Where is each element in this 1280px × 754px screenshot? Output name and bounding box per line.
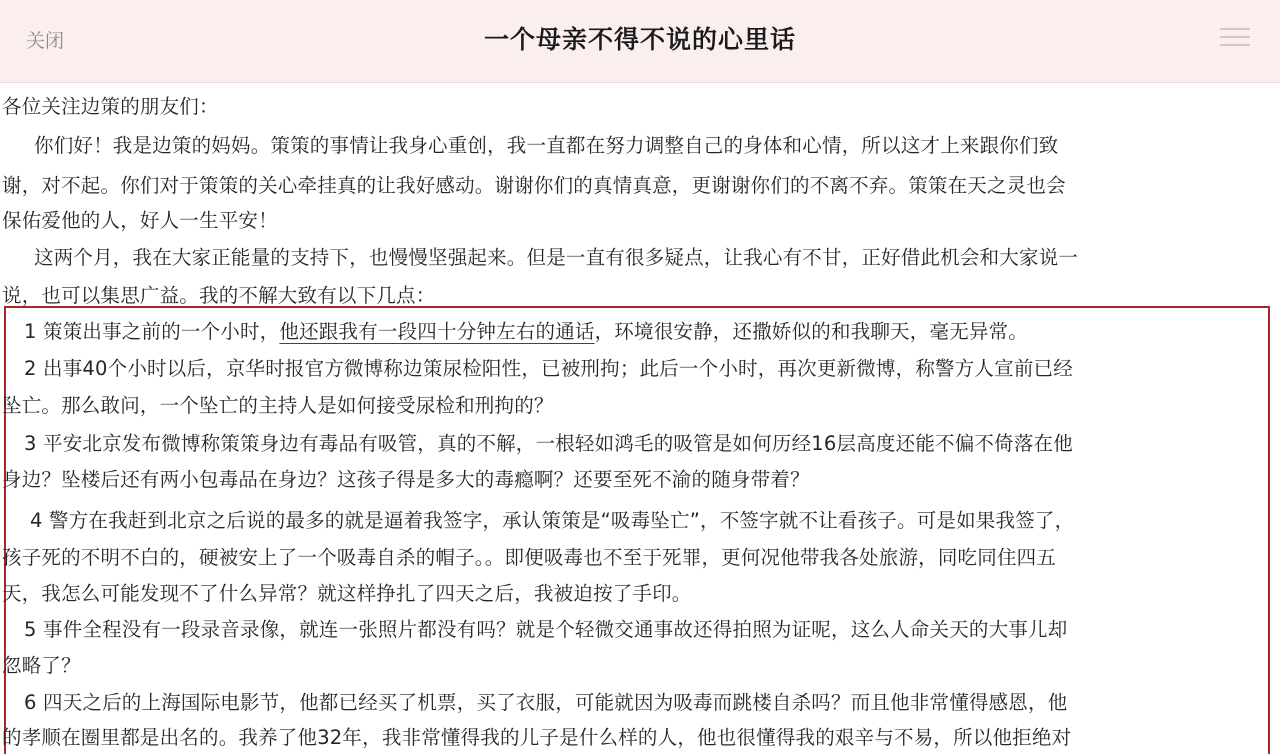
item-4-line-1: 4 警方在我赶到北京之后说的最多的就是逼着我签字，承认策策是“吸毒坠亡”，不签字就不让看孩子。可是如果我签了， (30, 509, 1075, 532)
paragraph-1-line-3: 保佑爱他的人，好人一生平安！ (2, 209, 278, 232)
item-1-underlined: 他还跟我有一段四十分钟左右的通话 (279, 320, 595, 343)
item-6-line-2: 的孝顺在圈里都是出名的。我养了他32年，我非常懂得我的儿子是什么样的人，他也很懂得我的艰辛与不易，所以他拒绝对 (2, 726, 1072, 749)
item-2-line-1: 2 出事40个小时以后，京华时报官方微博称边策尿检阳性，已被刑拘；此后一个小时，再次更新微博，称警方人宣前已经 (24, 357, 1073, 380)
item-4-line-3: 天，我怎么可能发现不了什么异常？就这样挣扎了四天之后，我被迫按了手印。 (2, 582, 692, 605)
item-6-line-1: 6 四天之后的上海国际电影节，他都已经买了机票，买了衣服，可能就因为吸毒而跳楼自杀吗？而且他非常懂得感恩，他 (24, 691, 1068, 714)
item-5-line-1: 5 事件全程没有一段录音录像，就连一张照片都没有吗？就是个轻微交通事故还得拍照为证呢，这么人命关天的大事儿却 (24, 618, 1068, 641)
paragraph-2-line-2: 说，也可以集思广益。我的不解大致有以下几点： (2, 284, 436, 307)
paragraph-1-line-1: 你们好！我是边策的妈妈。策策的事情让我身心重创，我一直都在努力调整自己的身体和心情，所以这才上来跟你们致 (34, 134, 1059, 157)
paragraph-2-line-1: 这两个月，我在大家正能量的支持下，也慢慢坚强起来。但是一直有很多疑点，让我心有不甘，正好借此机会和大家说一 (34, 246, 1079, 269)
item-1-end: ，环境很安静，还撒娇似的和我聊天，毫无异常。 (594, 320, 1029, 343)
menu-icon[interactable] (1220, 26, 1250, 48)
top-bar (0, 0, 1280, 83)
close-button[interactable]: 关闭 (26, 30, 65, 52)
item-1 (24, 316, 1028, 344)
item-1-start: 1 策策出事之前的一个小时， (24, 320, 280, 343)
item-3-line-1: 3 平安北京发布微博称策策身边有毒品有吸管，真的不解，一根轻如鸿毛的吸管是如何历经16层高度还能不偏不倚落在他 (24, 432, 1073, 455)
item-4-line-2: 孩子死的不明不白的，硬被安上了一个吸毒自杀的帽子。。即便吸毒也不至于死罪，更何况他带我各处旅游，同吃同住四五 (2, 546, 1057, 569)
item-5-line-2: 忽略了？ (2, 654, 81, 677)
item-3-line-2: 身边？坠楼后还有两小包毒品在身边？这孩子得是多大的毒瘾啊？还要至死不渝的随身带着？ (2, 468, 810, 491)
greeting: 各位关注边策的朋友们： (2, 95, 219, 118)
item-2-line-2: 坠亡。那么敢问，一个坠亡的主持人是如何接受尿检和刑拘的？ (2, 394, 554, 417)
paragraph-1-line-2: 谢，对不起。你们对于策策的关心牵挂真的让我好感动。谢谢你们的真情真意，更谢谢你们的不离不弃。策策在天之灵也会 (2, 174, 1066, 197)
page-title: 一个母亲不得不说的心里话 (483, 25, 796, 54)
